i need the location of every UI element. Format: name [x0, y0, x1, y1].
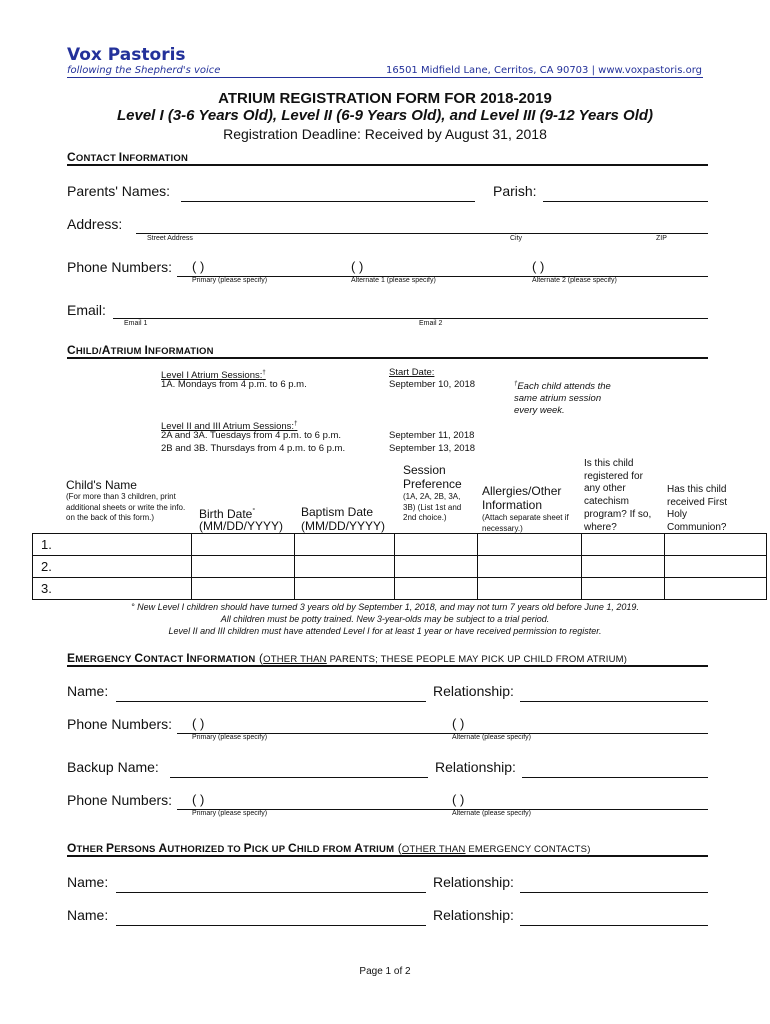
- organization-name: Vox Pastoris: [67, 45, 186, 65]
- authorized-name-field-1[interactable]: [116, 874, 426, 893]
- email1-sublabel: Email 1: [124, 320, 148, 327]
- table-row: [33, 578, 767, 600]
- parents-names-field[interactable]: [181, 183, 475, 202]
- alternate2-phone-sublabel: Alternate 2 (please specify): [532, 277, 617, 284]
- table-row: [33, 556, 767, 578]
- allergies-cell[interactable]: [478, 556, 582, 578]
- attendance-note: †Each child attends the same atrium session every week.: [514, 381, 611, 417]
- baptism-date-cell[interactable]: [295, 556, 395, 578]
- column-header-baptism-date: Baptism Date: [301, 505, 374, 519]
- area-code-parens: ( ): [192, 716, 205, 731]
- section-heading-authorized-persons: OTHER PERSONS AUTHORIZED TO PICK UP CHILD FROM ATRIUM (OTHER THAN EMERGENCY CONTACTS): [67, 841, 591, 855]
- level1-start-date: September 10, 2018: [389, 379, 476, 390]
- area-code-parens: ( ): [452, 716, 465, 731]
- section-heading-child-atrium: CHILD/ATRIUM INFORMATION: [67, 343, 214, 357]
- communion-cell[interactable]: [665, 556, 767, 578]
- potty-training-note: All children must be potty trained. New 3-year-olds may be subject to a trial period.: [220, 614, 550, 624]
- street-address-sublabel: Street Address: [147, 235, 193, 242]
- page-number: Page 1 of 2: [359, 966, 411, 977]
- address-field[interactable]: [136, 215, 708, 234]
- registration-deadline: Registration Deadline: Received by August 31, 2018: [223, 126, 547, 142]
- column-header-catechism: Is this child registered for any other catechism program? If so, where?: [584, 458, 652, 533]
- column-header-session-preference: Session Preference: [403, 463, 462, 491]
- allergies-cell[interactable]: [478, 578, 582, 600]
- birth-date-cell[interactable]: [192, 556, 295, 578]
- primary-phone-sublabel: Primary (please specify): [192, 810, 268, 817]
- communion-cell[interactable]: [665, 578, 767, 600]
- column-header-child-name: Child's Name: [66, 478, 137, 492]
- area-code-parens: ( ): [452, 792, 465, 807]
- authorized-name-field-2[interactable]: [116, 907, 426, 926]
- level23-session-time-a: 2A and 3A. Tuesdays from 4 p.m. to 6 p.m.: [161, 430, 342, 441]
- authorized-relationship-field-2[interactable]: [520, 907, 708, 926]
- column-header-allergies: Allergies/Other Information: [482, 484, 562, 512]
- table-row: [33, 534, 767, 556]
- catechism-cell[interactable]: [582, 534, 665, 556]
- section-heading-emergency: EMERGENCY CONTACT INFORMATION (OTHER THAN PARENTS; THESE PEOPLE MAY PICK UP CHILD FROM ATRIUM): [67, 651, 628, 665]
- baptism-date-cell[interactable]: [295, 534, 395, 556]
- parish-field[interactable]: [543, 183, 708, 202]
- alternate-phone-sublabel: Alternate (please specify): [452, 810, 531, 817]
- session-preference-note: (1A, 2A, 2B, 3A, 3B) (List 1st and 2nd choice.): [403, 492, 462, 522]
- allergies-note: (Attach separate sheet if necessary.): [482, 513, 569, 533]
- children-table: [32, 533, 767, 600]
- authorized-name-label: Name:: [67, 874, 109, 890]
- area-code-parens: ( ): [192, 259, 205, 274]
- emergency-name-label: Name:: [67, 683, 109, 699]
- area-code-parens: ( ): [192, 792, 205, 807]
- level-prerequisite-note: Level II and III children must have attended Level I for at least 1 year or have received permission to register.: [168, 626, 602, 636]
- age-requirement-note: ° New Level I children should have turned 3 years old by September 1, 2018, and may not turn 7 years old before June 1, 2019.: [131, 602, 639, 612]
- section-rule: [67, 164, 708, 166]
- authorized-relationship-field-1[interactable]: [520, 874, 708, 893]
- section-rule: [67, 665, 708, 667]
- emergency-name-field[interactable]: [116, 683, 426, 702]
- allergies-cell[interactable]: [478, 534, 582, 556]
- alternate-phone-sublabel: Alternate (please specify): [452, 734, 531, 741]
- child-name-cell[interactable]: 1.: [33, 534, 192, 556]
- emergency-relationship-field[interactable]: [520, 683, 708, 702]
- backup-phone-field[interactable]: [177, 791, 708, 810]
- session-preference-cell[interactable]: [395, 534, 478, 556]
- emergency-phone-field[interactable]: [177, 715, 708, 734]
- authorized-relationship-label: Relationship:: [433, 907, 514, 923]
- area-code-parens: ( ): [532, 259, 545, 274]
- level23-sessions-title: Level II and III Atrium Sessions:†: [161, 421, 298, 433]
- primary-phone-sublabel: Primary (please specify): [192, 277, 268, 284]
- parents-names-label: Parents' Names:: [67, 183, 171, 199]
- form-subtitle: Level I (3-6 Years Old), Level II (6-9 Years Old), and Level III (9-12 Years Old): [116, 107, 654, 124]
- birth-date-cell[interactable]: [192, 578, 295, 600]
- organization-address: 16501 Midfield Lane, Cerritos, CA 90703 | www.voxpastoris.org: [385, 65, 702, 76]
- level23b-start-date: September 13, 2018: [389, 443, 476, 454]
- backup-name-label: Backup Name:: [67, 759, 159, 775]
- child-name-note: (For more than 3 children, print additional sheets or write the info. on the back of this form.): [66, 492, 186, 522]
- backup-phone-label: Phone Numbers:: [67, 792, 173, 808]
- baptism-date-cell[interactable]: [295, 578, 395, 600]
- child-name-cell[interactable]: 3.: [33, 578, 192, 600]
- session-preference-cell[interactable]: [395, 578, 478, 600]
- email2-sublabel: Email 2: [419, 320, 443, 327]
- city-sublabel: City: [510, 235, 523, 242]
- alternate1-phone-sublabel: Alternate 1 (please specify): [351, 277, 436, 284]
- communion-cell[interactable]: [665, 534, 767, 556]
- zip-sublabel: ZIP: [656, 235, 667, 242]
- emergency-relationship-label: Relationship:: [433, 683, 514, 699]
- child-name-cell[interactable]: 2.: [33, 556, 192, 578]
- section-rule: [67, 855, 708, 857]
- emergency-phone-label: Phone Numbers:: [67, 716, 173, 732]
- catechism-cell[interactable]: [582, 556, 665, 578]
- section-heading-contact: CONTACT INFORMATION: [67, 150, 189, 164]
- organization-tagline: following the Shepherd's voice: [67, 65, 221, 76]
- backup-relationship-label: Relationship:: [435, 759, 516, 775]
- column-header-birth-date: Birth Date°: [199, 507, 256, 521]
- authorized-name-label: Name:: [67, 907, 109, 923]
- start-date-title: Start Date:: [389, 367, 435, 378]
- session-preference-cell[interactable]: [395, 556, 478, 578]
- backup-name-field[interactable]: [170, 759, 428, 778]
- email-field[interactable]: [113, 300, 708, 319]
- primary-phone-sublabel: Primary (please specify): [192, 734, 268, 741]
- area-code-parens: ( ): [351, 259, 364, 274]
- phone-numbers-field[interactable]: [177, 258, 708, 277]
- backup-relationship-field[interactable]: [522, 759, 708, 778]
- level23a-start-date: September 11, 2018: [389, 430, 475, 441]
- birth-date-cell[interactable]: [192, 534, 295, 556]
- header-divider: [67, 77, 703, 78]
- phone-numbers-label: Phone Numbers:: [67, 259, 173, 275]
- baptism-date-format: (MM/DD/YYYY): [301, 519, 385, 533]
- level1-sessions-title: Level I Atrium Sessions:†: [161, 370, 266, 382]
- catechism-cell[interactable]: [582, 578, 665, 600]
- authorized-relationship-label: Relationship:: [433, 874, 514, 890]
- level23-session-time-b: 2B and 3B. Thursdays from 4 p.m. to 6 p.m.: [161, 443, 346, 454]
- address-label: Address:: [67, 216, 123, 232]
- level1-session-time: 1A. Mondays from 4 p.m. to 6 p.m.: [161, 379, 307, 390]
- column-header-communion: Has this child received First Holy Communion?: [667, 484, 728, 534]
- email-label: Email:: [67, 302, 106, 318]
- form-title: ATRIUM REGISTRATION FORM FOR 2018-2019: [218, 90, 552, 107]
- section-rule: [67, 357, 708, 359]
- birth-date-format: (MM/DD/YYYY): [199, 519, 283, 533]
- parish-label: Parish:: [493, 183, 537, 199]
